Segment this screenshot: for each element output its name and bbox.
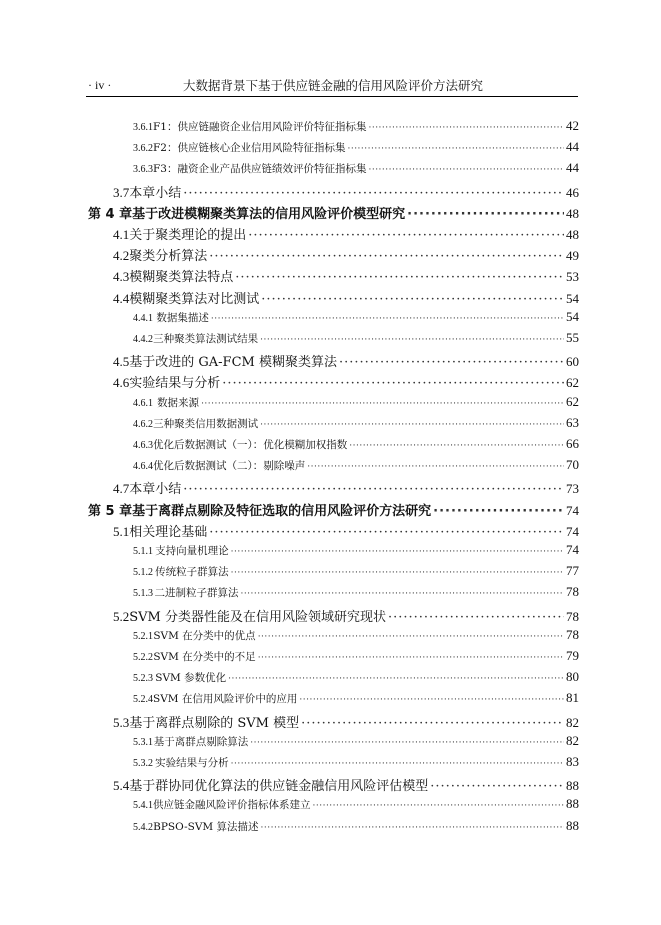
toc-entry-title: 基于群协同优化算法的供应链金融信用风险评估模型 [129,779,429,795]
toc-entry-number: 4.4.2 [133,334,153,345]
toc-entry[interactable] [133,436,579,452]
toc-entry[interactable] [133,733,579,749]
toc-entry-number: 4.4.1 [133,312,153,324]
toc-entry-title: SVM 在分类中的不足 [153,651,256,663]
toc-entry[interactable] [133,627,579,643]
dot-leader [388,610,564,625]
toc-entry-title: 本章小结 [129,482,182,498]
dot-leader [313,801,565,811]
toc-entry-page: 79 [566,648,579,663]
toc-entry[interactable] [113,245,579,264]
toc-entry-number: 4.6.4 [133,461,153,473]
toc-entry-number: 4.6.1 [133,397,153,409]
toc-entry[interactable] [133,563,579,579]
toc-entry[interactable] [133,754,579,770]
toc-entry-number: 3.6.2 [133,143,153,155]
toc-entry[interactable] [133,690,579,706]
dot-leader [349,441,564,451]
toc-entry-number: 4.3 [113,269,130,285]
dot-leader [261,292,564,307]
toc-entry[interactable] [133,330,579,346]
toc-entry-page: 74 [566,502,579,518]
toc-entry[interactable] [133,584,579,600]
toc-entry-page: 83 [566,754,579,769]
toc-entry-page: 44 [566,139,579,155]
toc-entry-title: 实验结果与分析 [129,376,221,392]
toc-entry-page: 48 [566,205,579,221]
toc-entry[interactable] [113,521,579,540]
toc-entry-page: 54 [566,308,579,324]
dot-leader [211,314,564,324]
toc-entry-number: 5.2.2 [133,652,153,663]
toc-entry-title: 模糊聚类算法特点 [129,270,234,286]
toc-entry[interactable] [113,478,579,497]
dot-leader [368,123,564,133]
toc-entry-page: 63 [566,414,579,430]
toc-entry[interactable] [133,818,579,834]
toc-entry-title: SVM 在信用风险评价中的应用 [153,693,298,706]
toc-entry-title: 二进制粒子群算法 [154,587,239,600]
toc-entry[interactable] [113,351,579,370]
toc-entry-page: 78 [566,584,579,600]
dot-leader [235,270,564,285]
toc-entry-number: 第 4 章 [88,206,133,222]
dot-leader [183,186,564,201]
toc-entry-number: 5.3.1 [133,736,153,748]
toc-entry-title: SVM 在分类中的优点 [153,629,256,642]
toc-entry-number: 3.6.1 [133,122,153,133]
toc-entry-page: 88 [566,817,579,833]
toc-entry-number: 5.2.3 [133,673,153,685]
toc-entry-number: 5.1 [113,523,130,539]
toc-entry-title: 聚类分析算法 [129,249,208,265]
toc-entry-number: 5.4 [113,778,130,794]
toc-entry-page: 77 [566,563,579,579]
dot-leader [240,589,564,599]
toc-entry-title: F2：供应链核心企业信用风险特征指标集 [153,142,346,155]
toc-entry[interactable] [113,775,579,794]
toc-entry-number: 4.5 [113,354,130,370]
toc-entry-title: 优化后数据测试（一）：优化模糊加权指数 [153,439,348,451]
toc-entry-page: 82 [566,714,579,730]
toc-entry[interactable] [133,394,579,410]
toc-entry-number: 第 5 章 [88,503,133,519]
toc-entry-title: F1：供应链融资企业信用风险评价特征指标集 [153,121,367,133]
toc-entry-page: 62 [566,375,579,391]
dot-leader [248,228,564,243]
toc-entry-title: 供应链金融风险评价指标体系建立 [153,799,311,812]
toc-entry-title: SVM 参数优化 [155,672,227,685]
dot-leader [299,695,564,705]
header-rule [86,96,578,97]
dot-leader [183,482,564,497]
toc-entry-page: 54 [566,290,579,306]
toc-entry-page: 62 [566,393,579,409]
toc-entry-title: 数据来源 [157,396,200,409]
toc-entry-title: 基于离群点剔除算法 [153,735,249,748]
toc-entry-number: 3.6.3 [133,164,153,176]
toc-entry-title: 三种聚类算法测试结果 [153,333,259,345]
dot-leader [339,355,564,370]
toc-entry-title: 关于聚类理论的提出 [129,228,247,243]
running-title: 大数据背景下基于供应链金融的信用风险评价方法研究 [182,78,483,93]
toc-entry-page: 88 [566,778,579,794]
toc-entry-page: 81 [566,690,579,706]
toc-entry[interactable] [113,266,579,285]
toc-entry[interactable] [88,203,579,222]
toc-entry-title: 传统粒子群算法 [155,566,229,579]
toc-entry-title: 基于离群点剔除及特征选取的信用风险评价方法研究 [132,503,432,519]
toc-entry-title: SVM 分类器性能及在信用风险领域研究现状 [129,609,386,625]
toc-entry-number: 4.1 [113,227,130,242]
page-number: · iv · [88,78,112,92]
toc-entry[interactable] [113,606,579,625]
toc-entry-page: 48 [566,227,579,242]
dot-leader [261,823,564,833]
dot-leader [347,144,564,154]
toc-entry-title: 本章小结 [129,185,182,201]
toc-entry-page: 80 [566,669,579,685]
dot-leader [209,525,564,540]
dot-leader [258,632,564,642]
toc-entry[interactable] [133,309,579,325]
toc-entry-page: 82 [566,732,579,748]
dot-leader [201,399,564,409]
toc-entry[interactable] [113,288,579,307]
toc-entry-number: 5.4.1 [133,800,153,812]
toc-entry[interactable] [133,669,579,685]
toc-entry[interactable] [133,160,579,176]
toc-entry-page: 74 [566,523,579,539]
toc-entry-title: 优化后数据测试（二）：剔除噪声 [153,460,306,473]
toc-entry[interactable] [133,118,579,134]
dot-leader [260,420,564,430]
toc-entry-number: 5.1.2 [133,567,153,579]
dot-leader [307,462,564,472]
toc-entry[interactable] [133,542,579,558]
toc-entry[interactable] [133,648,579,664]
toc-entry-title: F3：融资企业产品供应链绩效评价特征指标集 [153,163,367,176]
dot-leader [258,653,564,663]
toc-entry-number: 5.2.1 [133,630,153,642]
toc-entry-number: 5.3 [113,714,130,730]
dot-leader [231,568,564,578]
toc-entry-page: 55 [566,330,579,345]
toc-entry-page: 78 [566,608,579,624]
toc-entry-page: 42 [566,118,579,133]
toc-entry-number: 3.7 [113,184,130,200]
dot-leader [228,674,564,684]
toc-entry-number: 4.6.3 [133,440,153,451]
toc-entry-page: 88 [566,796,579,812]
toc-entry-number: 4.6 [113,375,130,391]
toc-entry-number: 4.4 [113,290,130,306]
toc-entry[interactable] [133,139,579,155]
toc-entry-title: 模糊聚类算法对比测试 [129,291,260,307]
dot-leader [250,738,564,748]
toc-entry-page: 70 [566,457,579,473]
toc-entry-page: 73 [566,481,579,497]
toc-entry[interactable] [88,500,579,519]
dot-leader [368,165,564,175]
toc-entry[interactable] [133,796,579,812]
toc-entry-title: 实验结果与分析 [155,757,229,769]
dot-leader [301,716,564,731]
toc-entry-title: BPSO-SVM 算法描述 [153,820,259,833]
toc-entry-number: 4.2 [113,248,130,264]
toc-entry[interactable] [133,415,579,431]
running-header [88,72,578,94]
toc-entry[interactable] [113,712,579,731]
toc-entry[interactable] [113,224,579,243]
dot-leader [231,759,564,769]
toc-entry-number: 4.6.2 [133,418,153,430]
dot-leader [433,504,564,519]
toc-entry-page: 74 [566,542,579,557]
toc-entry-number: 5.3.2 [133,758,153,769]
dot-leader [260,335,564,345]
toc-entry-title: 相关理论基础 [129,524,208,540]
dot-leader [430,779,564,794]
toc-entry-title: 支持向量机理论 [155,545,229,557]
toc-entry-title: 基于改进的 GA-FCM 模糊聚类算法 [129,355,337,371]
toc-entry-page: 66 [566,436,579,451]
toc-entry-title: 数据集描述 [156,311,209,324]
toc-entry-number: 4.7 [113,481,130,497]
toc-entry-number: 5.1.3 [133,588,153,600]
toc-entry-page: 60 [566,354,579,370]
toc-entry-title: 基于离群点剔除的 SVM 模型 [129,715,300,731]
toc-entry-page: 44 [566,160,579,176]
dot-leader [209,249,564,264]
toc-entry-number: 5.4.2 [133,821,153,833]
toc-entry-number: 5.2 [113,608,130,624]
toc-entry-page: 46 [566,184,579,200]
dot-leader [231,547,564,557]
toc-entry[interactable] [113,182,579,201]
toc-entry-title: 三种聚类信用数据测试 [153,417,259,430]
toc-entry-number: 5.1.1 [133,546,153,557]
toc-entry-number: 5.2.4 [133,694,153,706]
toc-entry[interactable] [113,372,579,391]
dot-leader [407,207,564,222]
toc-entry-page: 49 [566,248,579,264]
toc-entry[interactable] [133,457,579,473]
dot-leader [222,376,564,391]
toc-entry-page: 53 [566,269,579,285]
toc-entry-page: 78 [566,626,579,642]
toc-entry-title: 基于改进模糊聚类算法的信用风险评价模型研究 [132,206,406,222]
